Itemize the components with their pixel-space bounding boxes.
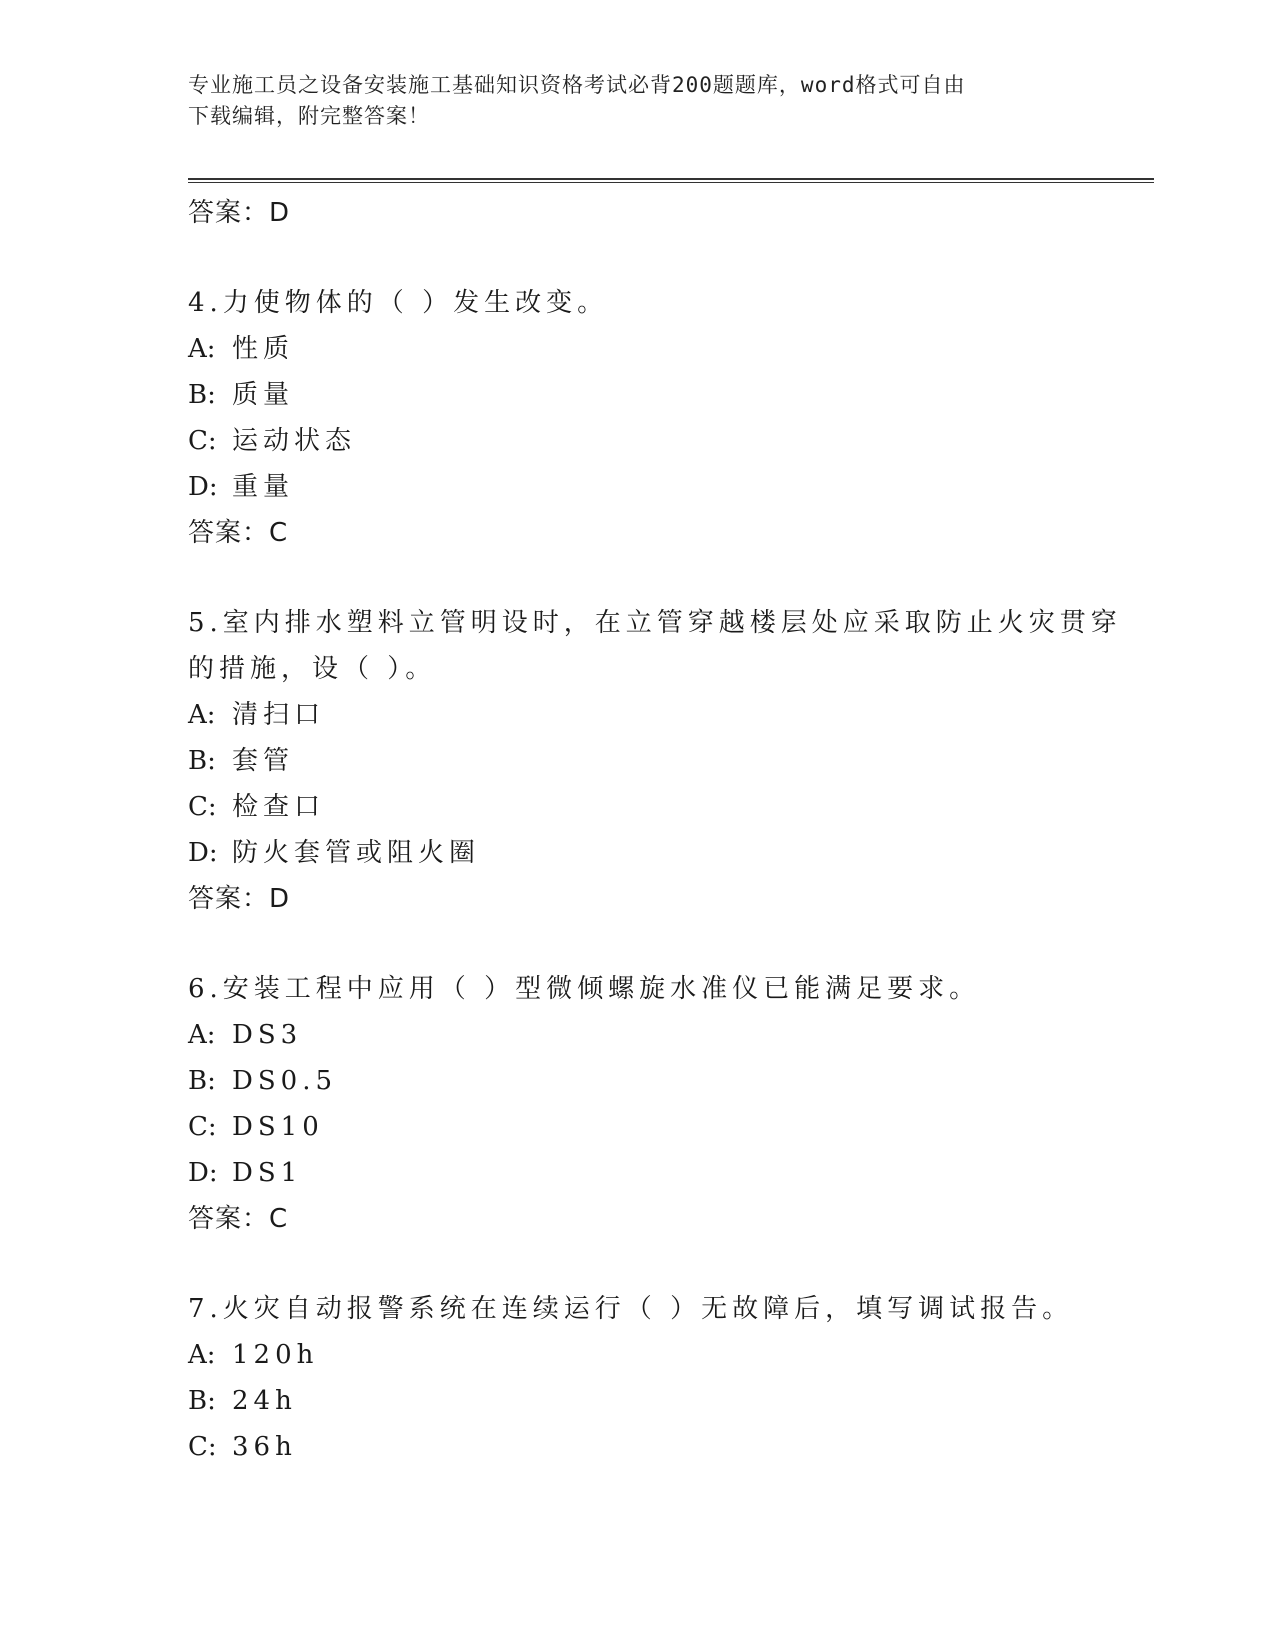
option-text: DS10 [232,1112,324,1142]
option-text: 24h [232,1386,297,1416]
option-c [188,784,1088,830]
option-text: 性质 [232,334,295,364]
option-label: A: [188,1020,216,1050]
question-item [188,966,1088,1242]
option-label: B: [188,380,216,410]
question-item [188,280,1088,556]
option-text: 36h [232,1432,297,1462]
question-stem: 5.室内排水塑料立管明设时，在立管穿越楼层处应采取防止火灾贯穿 [188,608,1122,638]
option-text: 防火套管或阻火圈 [232,838,481,868]
option-c [188,418,1088,464]
question-item [188,1286,1088,1470]
option-text: DS0.5 [232,1066,338,1096]
option-label: C: [188,792,217,822]
option-label: C: [188,1112,217,1142]
option-b [188,1378,1088,1424]
option-b [188,372,1088,418]
document-header [188,70,1088,132]
question-stem: 4.力使物体的（ ）发生改变。 [188,288,609,318]
option-text: 120h [232,1340,319,1370]
option-text: DS1 [232,1158,303,1188]
option-text: DS3 [232,1020,303,1050]
option-label: B: [188,746,216,776]
option-text: 运动状态 [232,426,357,456]
option-label: D: [188,838,218,868]
option-text: 套管 [232,746,295,776]
question-item [188,600,1122,922]
question-list [188,190,1122,1470]
option-d [188,830,1088,876]
option-d [188,1150,1088,1196]
option-label: B: [188,1066,216,1096]
question-stem-continued: 的措施，设（ ）。 [188,654,437,684]
option-label: C: [188,1432,217,1462]
option-text: 质量 [232,380,295,410]
option-a [188,692,1088,738]
question-stem: 7.火灾自动报警系统在连续运行（ ）无故障后，填写调试报告。 [188,1294,1074,1324]
option-a [188,326,1088,372]
header-divider [188,178,1154,183]
option-b [188,738,1088,784]
question-answer: 答案：D [188,884,291,914]
option-c [188,1104,1088,1150]
option-text: 重量 [232,472,295,502]
header-title-line-1: 专业施工员之设备安装施工基础知识资格考试必背200题题库，word格式可自由 [188,73,966,97]
question-stem: 6.安装工程中应用（ ）型微倾螺旋水准仪已能满足要求。 [188,974,981,1004]
option-c [188,1424,1088,1470]
option-b [188,1058,1088,1104]
spacer [188,556,1088,600]
option-a [188,1012,1088,1058]
option-a [188,1332,1088,1378]
option-label: B: [188,1386,216,1416]
question-answer: 答案：C [188,518,289,548]
option-text: 清扫口 [232,700,326,730]
option-label: A: [188,334,216,364]
spacer [188,236,1088,280]
spacer [188,922,1088,966]
spacer [188,1242,1088,1286]
option-label: C: [188,426,217,456]
question-answer: 答案：C [188,1204,289,1234]
option-text: 检查口 [232,792,326,822]
option-d [188,464,1088,510]
option-label: A: [188,700,216,730]
option-label: A: [188,1340,216,1370]
option-label: D: [188,472,218,502]
header-title-line-2: 下载编辑，附完整答案！ [188,104,430,128]
option-label: D: [188,1158,218,1188]
previous-answer: 答案：D [188,198,291,228]
